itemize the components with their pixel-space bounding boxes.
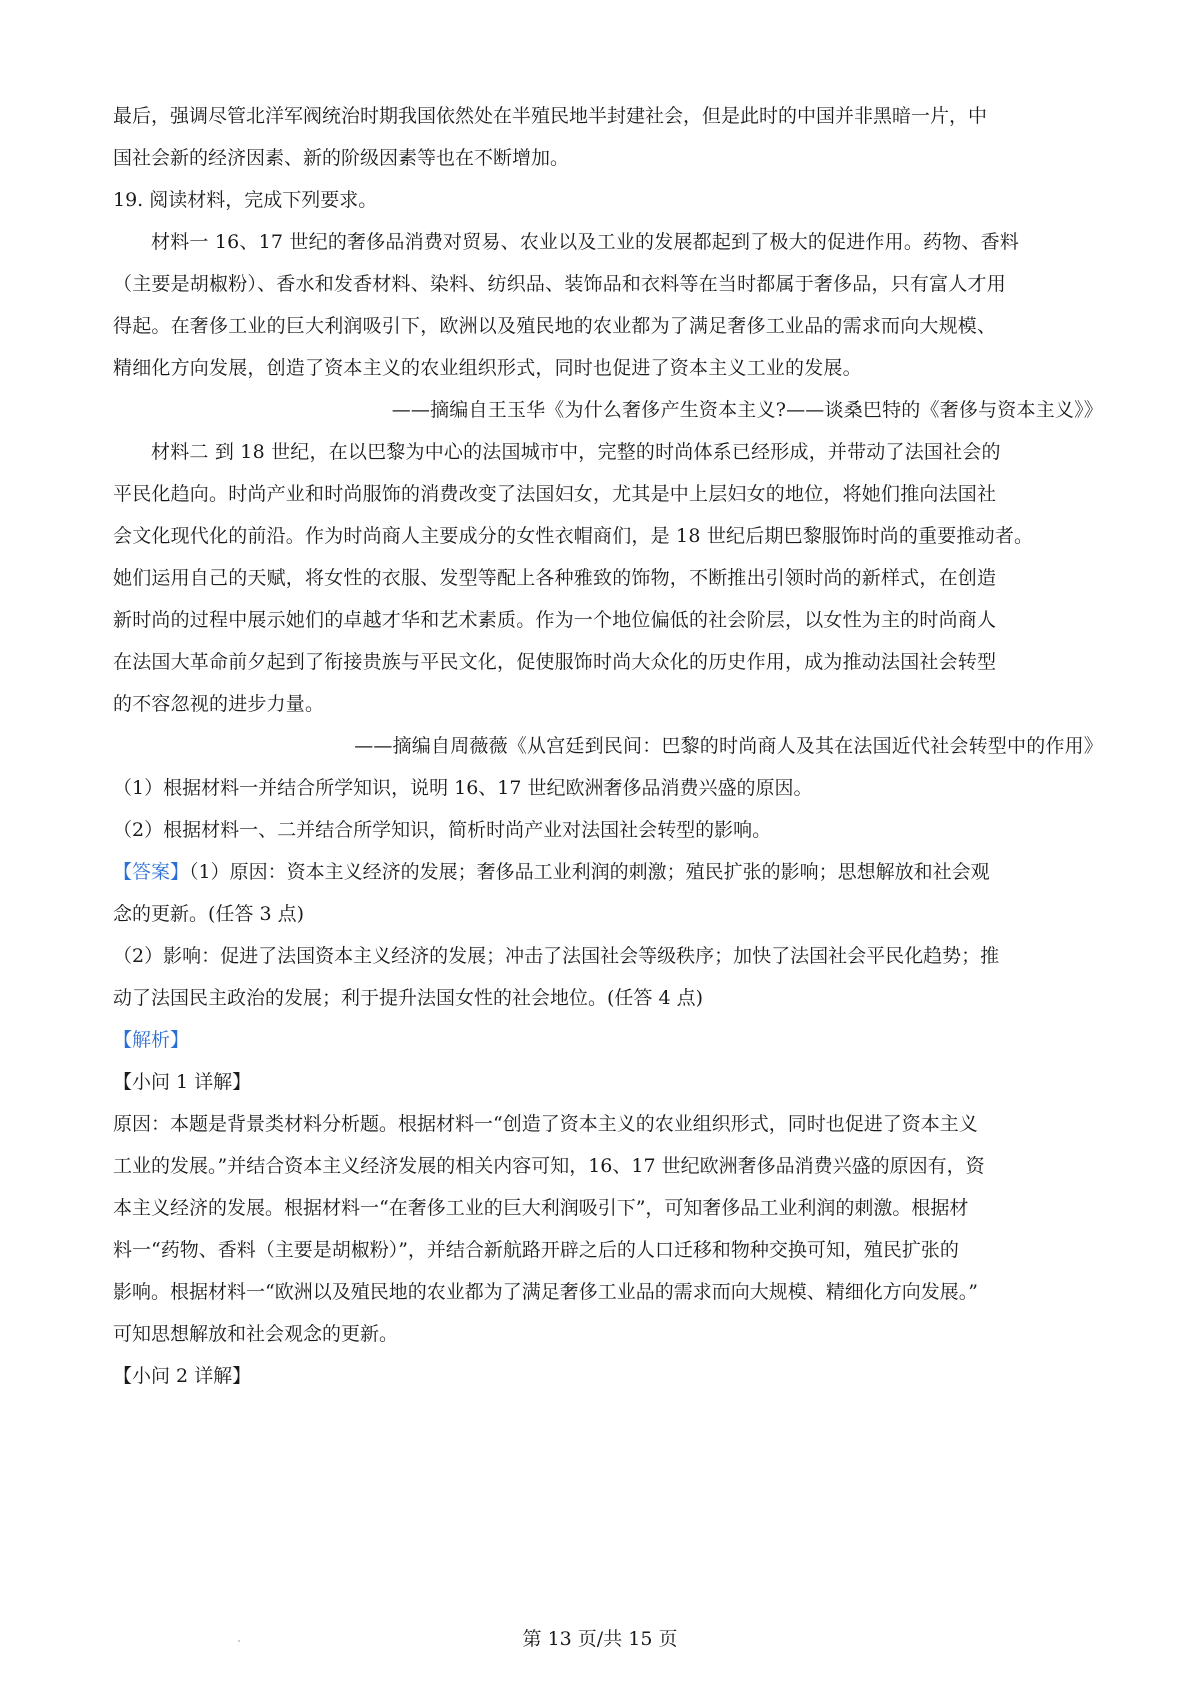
analysis-line: 原因：本题是背景类材料分析题。根据材料一“创造了资本主义的农业组织形式，同时也促进了资本主义: [113, 1113, 978, 1135]
analysis-line: 影响。根据材料一“欧洲以及殖民地的农业都为了满足奢侈工业品的需求而向大规模、精细化方向发展。”: [113, 1281, 978, 1303]
analysis-line: 料一“药物、香料（主要是胡椒粉）”，并结合新航路开辟之后的人口迁移和物种交换可知，殖民扩张的: [113, 1239, 959, 1261]
material-line: 平民化趋向。时尚产业和时尚服饰的消费改变了法国妇女，尤其是中上层妇女的地位，将她们推向法国社: [113, 483, 997, 505]
answer-line: （2）影响：促进了法国资本主义经济的发展；冲击了法国社会等级秩序；加快了法国社会平民化趋势；推: [113, 945, 1000, 967]
material-line: 的不容忽视的进步力量。: [113, 693, 325, 715]
material-line: 得起。在奢侈工业的巨大利润吸引下，欧洲以及殖民地的农业都为了满足奢侈工业品的需求而向大规模、: [113, 315, 997, 337]
answer-line: [113, 851, 1103, 893]
material-line: 材料二 到 18 世纪，在以巴黎为中心的法国城市中，完整的时尚体系已经形成，并带动了法国社会的: [151, 441, 1001, 463]
answer-line: 动了法国民主政治的发展；利于提升法国女性的社会地位。(任答 4 点): [113, 987, 703, 1009]
sub-analysis-title: 【小问 2 详解】: [113, 1365, 252, 1387]
material-source: ——摘编自周薇薇《从宫廷到民间：巴黎的时尚商人及其在法国近代社会转型中的作用》: [354, 735, 1103, 757]
answer-tag: 【答案】: [113, 861, 190, 883]
sub-question-2: （2）根据材料一、二并结合所学知识，简析时尚产业对法国社会转型的影响。: [113, 819, 772, 841]
analysis-line: 工业的发展。”并结合资本主义经济发展的相关内容可知，16、17 世纪欧洲奢侈品消费兴盛的原因有，资: [113, 1155, 985, 1177]
analysis-tag: 【解析】: [113, 1029, 190, 1051]
sub-question-1: （1）根据材料一并结合所学知识，说明 16、17 世纪欧洲奢侈品消费兴盛的原因。: [113, 777, 813, 799]
intro-line: 国社会新的经济因素、新的阶级因素等也在不断增加。: [113, 147, 570, 169]
material-line: 在法国大革命前夕起到了衔接贵族与平民文化，促使服饰时尚大众化的历史作用，成为推动法国社会转型: [113, 651, 997, 673]
material-line: 她们运用自己的天赋，将女性的衣服、发型等配上各种雅致的饰物，不断推出引领时尚的新样式，在创造: [113, 567, 997, 589]
material-line: 材料一 16、17 世纪的奢侈品消费对贸易、农业以及工业的发展都起到了极大的促进作用。药物、香料: [151, 231, 1020, 253]
intro-line: 最后，强调尽管北洋军阀统治时期我国依然处在半殖民地半封建社会，但是此时的中国并非黑暗一片，中: [113, 105, 988, 127]
analysis-line: 可知思想解放和社会观念的更新。: [113, 1323, 399, 1345]
answer-text: （1）原因：资本主义经济的发展；奢侈品工业利润的刺激；殖民扩张的影响；思想解放和社会观: [189, 861, 990, 883]
analysis-line: 本主义经济的发展。根据材料一“在奢侈工业的巨大利润吸引下”，可知奢侈品工业利润的刺激。根据材: [113, 1197, 969, 1219]
material-line: 精细化方向发展，创造了资本主义的农业组织形式，同时也促进了资本主义工业的发展。: [113, 357, 862, 379]
material-line: 新时尚的过程中展示她们的卓越才华和艺术素质。作为一个地位偏低的社会阶层，以女性为主的时尚商人: [113, 609, 997, 631]
material-line: （主要是胡椒粉）、香水和发香材料、染料、纺织品、装饰品和衣料等在当时都属于奢侈品，只有富人才用: [113, 273, 1006, 295]
material-two: [113, 431, 1103, 767]
material-source: ——摘编自王玉华《为什么奢侈产生资本主义?——谈桑巴特的《奢侈与资本主义》》: [391, 399, 1103, 421]
page-content: [113, 95, 1103, 1397]
answer-line: 念的更新。(任答 3 点): [113, 903, 304, 925]
material-line: 会文化现代化的前沿。作为时尚商人主要成分的女性衣帽商们，是 18 世纪后期巴黎服饰时尚的重要推动者。: [113, 525, 1034, 547]
material-one: [113, 221, 1103, 431]
sub-analysis-title: 【小问 1 详解】: [113, 1071, 252, 1093]
page-number: 第 13 页/共 15 页: [522, 1628, 678, 1650]
question-title: 19. 阅读材料，完成下列要求。: [113, 189, 378, 211]
